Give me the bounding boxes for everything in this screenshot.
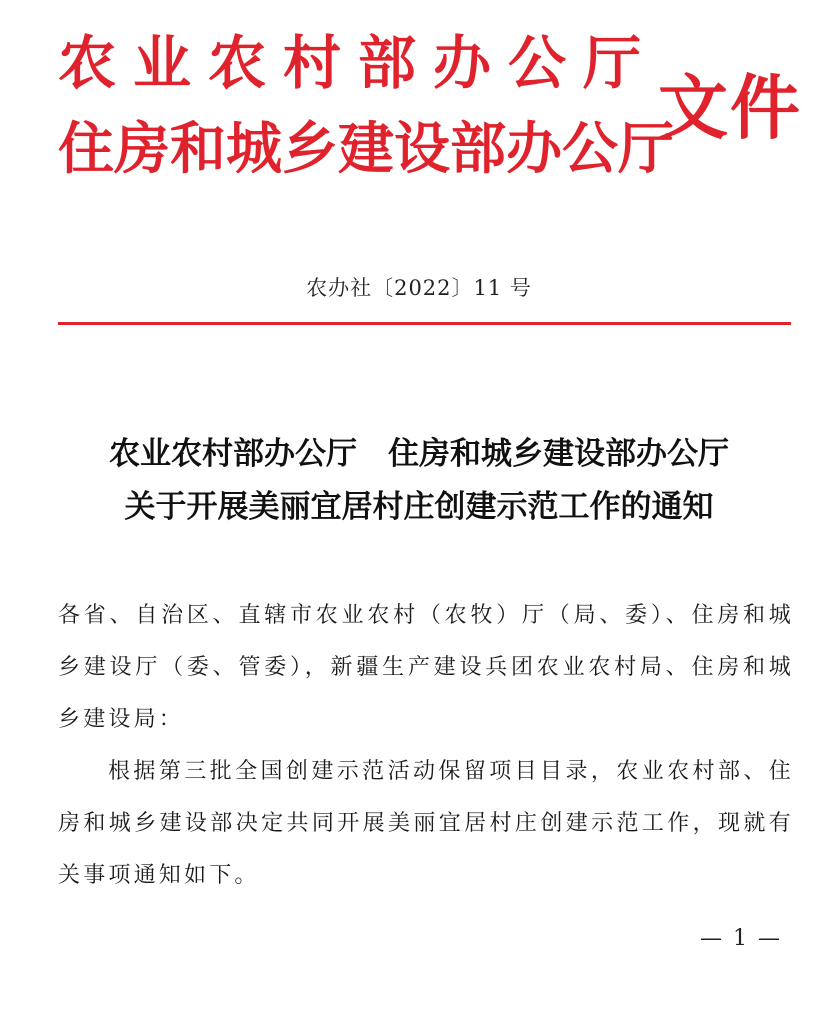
document-type-label: 文件 (658, 66, 802, 149)
document-title-line-1: 农业农村部办公厅 住房和城乡建设部办公厅 (109, 436, 729, 472)
document-number: 农办社〔2022〕11 号 (306, 276, 532, 300)
issuer-name-line-2: 住房和城乡建设部办公厅 (58, 116, 674, 182)
page-number: — 1 — (700, 926, 782, 951)
red-divider-line (58, 322, 791, 325)
document-title-line-2: 关于开展美丽宜居村庄创建示范工作的通知 (124, 489, 714, 525)
body-paragraph: 根据第三批全国创建示范活动保留项目目录，农业农村部、住房和城乡建设部决定共同开展美丽宜居村庄创建示范工作，现就有关事项通知如下。 (58, 759, 794, 888)
salutation-paragraph: 各省、自治区、直辖市农业农村（农牧）厅（局、委）、住房和城乡建设厅（委、管委），新疆生产建设兵团农业农村局、住房和城乡建设局： (58, 603, 794, 732)
issuer-name-line-1: 农业农村部办公厅 (58, 29, 659, 97)
